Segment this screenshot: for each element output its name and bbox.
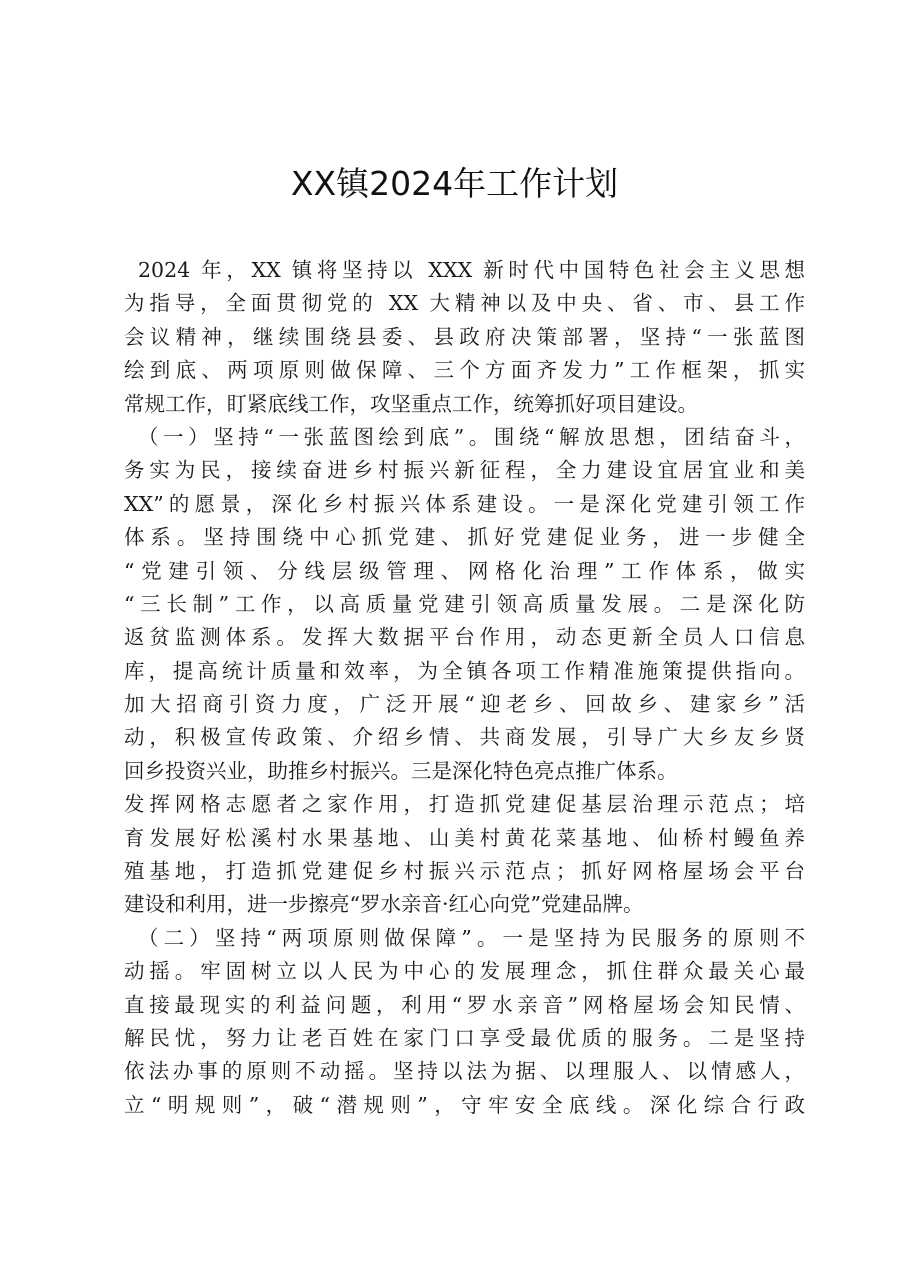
text-line: XX”的愿景，深化乡村振兴体系建设。一是深化党建引领工作	[124, 491, 805, 516]
text-line: 殖基地，打造抓党建促乡村振兴示范点；抓好网格屋场会平台	[124, 859, 805, 884]
text-line: 直接最现实的利益问题，利用“罗水亲音”网格屋场会知民情、	[124, 992, 805, 1017]
text-line: （二）坚持“两项原则做保障”。一是坚持为民服务的原则不	[138, 925, 805, 950]
document-body	[124, 254, 805, 1122]
text-line: 会议精神，继续围绕县委、县政府决策部署，坚持“一张蓝图	[124, 324, 805, 349]
text-line: “三长制”工作，以高质量党建引领高质量发展。二是深化防	[124, 591, 805, 616]
text-line: 常规工作，盯紧底线工作，攻坚重点工作，统筹抓好项目建设。	[124, 391, 698, 416]
text-line: 解民忧，努力让老百姓在家门口享受最优质的服务。二是坚持	[124, 1025, 805, 1050]
text-line: 为指导，全面贯彻党的 XX 大精神以及中央、省、市、县工作	[124, 291, 805, 316]
text-line: 务实为民，接续奋进乡村振兴新征程，全力建设宜居宜业和美	[124, 458, 805, 483]
text-line: “党建引领、分线层级管理、网格化治理”工作体系，做实	[124, 558, 805, 583]
text-line: 绘到底、两项原则做保障、三个方面齐发力”工作框架，抓实	[124, 358, 805, 383]
text-line: 动，积极宣传政策、介绍乡情、共商发展，引导广大乡友乡贤	[124, 725, 805, 750]
document-title: XX镇2024年工作计划	[290, 164, 619, 203]
text-line: （一）坚持“一张蓝图绘到底”。围绕“解放思想，团结奋斗，	[138, 424, 805, 449]
text-line: 发挥网格志愿者之家作用，打造抓党建促基层治理示范点；培	[124, 792, 805, 817]
text-line: 育发展好松溪村水果基地、山美村黄花菜基地、仙桥村鳗鱼养	[124, 825, 805, 850]
text-line: 2024 年，XX 镇将坚持以 XXX 新时代中国特色社会主义思想	[138, 258, 805, 282]
text-line: 立“明规则”，破“潜规则”，守牢安全底线。深化综合行政	[124, 1092, 805, 1117]
text-line: 建设和利用，进一步擦亮“罗水亲音·红心向党”党建品牌。	[124, 892, 644, 917]
text-line: 库，提高统计质量和效率，为全镇各项工作精准施策提供指向。	[124, 658, 805, 683]
text-line: 返贫监测体系。发挥大数据平台作用，动态更新全员人口信息	[124, 625, 805, 650]
text-line: 回乡投资兴业，助推乡村振兴。三是深化特色亮点推广体系。	[124, 758, 678, 783]
text-line: 动摇。牢固树立以人民为中心的发展理念，抓住群众最关心最	[124, 959, 805, 984]
text-line: 加大招商引资力度，广泛开展“迎老乡、回故乡、建家乡”活	[124, 692, 805, 717]
text-line: 依法办事的原则不动摇。坚持以法为据、以理服人、以情感人，	[124, 1059, 805, 1084]
text-line: 体系。坚持围绕中心抓党建、抓好党建促业务，进一步健全	[124, 525, 805, 550]
